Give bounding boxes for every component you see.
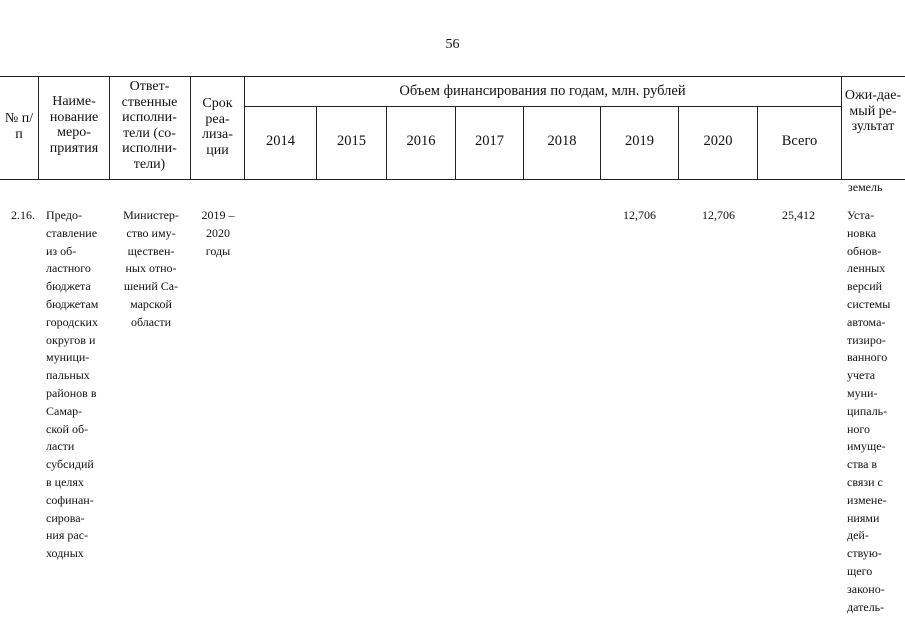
year-header-2019: 2019 (625, 133, 654, 149)
header-number: № п/п (4, 111, 34, 142)
text-line: марской (130, 296, 172, 311)
text-line: бюджета (46, 279, 91, 294)
text-line: из об- (46, 243, 77, 258)
text-line: ванного (847, 350, 888, 365)
text-line: ществен- (127, 243, 175, 258)
year-header-total: Всего (781, 133, 818, 149)
text-line: ходных (46, 546, 84, 561)
text-line: годы (205, 243, 231, 258)
text-line: муници- (46, 350, 90, 365)
year-header-2018: 2018 (547, 133, 577, 149)
row-event-name (46, 207, 112, 563)
text-line: 2020 (206, 225, 230, 240)
text-line: области (130, 314, 172, 329)
text-line: ставление (46, 225, 98, 240)
text-line: дей- (847, 528, 869, 543)
text-line: датель- (847, 599, 885, 614)
text-line: ства в (847, 457, 878, 472)
text-line: Министер- (123, 208, 179, 222)
text-line: в целях (46, 474, 84, 489)
text-line: муни- (847, 385, 878, 400)
table-top-border (0, 76, 905, 77)
header-event-name: Наиме-нование меро-приятия (49, 94, 99, 156)
text-line: ния рас- (46, 528, 89, 543)
text-line: Самар- (46, 403, 83, 418)
text-line: законо- (847, 581, 885, 596)
row-responsible (112, 207, 190, 332)
year-header-2014: 2014 (266, 133, 295, 149)
text-line: Предо- (46, 208, 82, 222)
funding-subheader-border (244, 106, 841, 107)
row-expected-result (847, 207, 905, 616)
col-divider (244, 76, 245, 180)
text-line: ластного (46, 261, 91, 276)
row-value-2019: 12,706 (623, 208, 656, 222)
year-header-2017: 2017 (475, 133, 504, 149)
text-line: софинан- (46, 492, 94, 507)
text-line: щего (847, 563, 873, 578)
text-line: субсидий (46, 457, 94, 472)
row-value-total: 25,412 (782, 208, 815, 222)
text-line: ленных (847, 261, 886, 276)
text-line: ласти (46, 439, 75, 454)
row-value-2020: 12,706 (702, 208, 735, 222)
row-number: 2.16. (11, 208, 35, 222)
carry-over-text: земель (848, 180, 883, 194)
text-line: округов и (46, 332, 96, 347)
text-line: тизиро- (847, 332, 886, 347)
header-responsible: Ответ-ственные исполни-тели (со-исполни-тели) (121, 79, 178, 172)
text-line: 2019 – (201, 208, 235, 222)
text-line: пальных (46, 368, 90, 383)
col-divider (109, 76, 110, 180)
header-bottom-border (0, 179, 905, 180)
col-divider (190, 76, 191, 180)
text-line: имуще- (847, 439, 886, 454)
header-term: Срок реа-лиза-ции (202, 96, 233, 158)
text-line: ство иму- (126, 225, 176, 240)
text-line: городских (46, 314, 98, 329)
year-header-2015: 2015 (337, 133, 366, 149)
year-header-2020: 2020 (703, 133, 733, 149)
text-line: обнов- (847, 243, 882, 258)
text-line: ного (847, 421, 871, 436)
text-line: связи с (847, 474, 883, 489)
text-line: измене- (847, 492, 887, 507)
text-line: ципаль- (847, 403, 888, 418)
page-number: 56 (445, 37, 460, 52)
header-result: Ожи-дае-мый ре-зультат (844, 88, 902, 134)
text-line: системы (847, 296, 891, 311)
text-line: ствую- (847, 546, 882, 561)
text-line: сирова- (46, 510, 85, 525)
col-divider (38, 76, 39, 180)
text-line: Уста- (847, 208, 875, 222)
text-line: учета (847, 368, 876, 383)
text-line: автома- (847, 314, 886, 329)
text-line: новка (847, 225, 877, 240)
text-line: ниями (847, 510, 880, 525)
text-line: версий (847, 279, 883, 294)
col-divider (841, 76, 842, 180)
text-line: ных отно- (125, 261, 177, 276)
text-line: шений Са- (123, 279, 179, 294)
text-line: бюджетам (46, 296, 99, 311)
text-line: ской об- (46, 421, 89, 436)
year-header-2016: 2016 (406, 133, 436, 149)
row-term (192, 207, 244, 260)
header-funding: Объем финансирования по годам, млн. рублей (399, 83, 686, 99)
text-line: районов в (46, 385, 97, 400)
